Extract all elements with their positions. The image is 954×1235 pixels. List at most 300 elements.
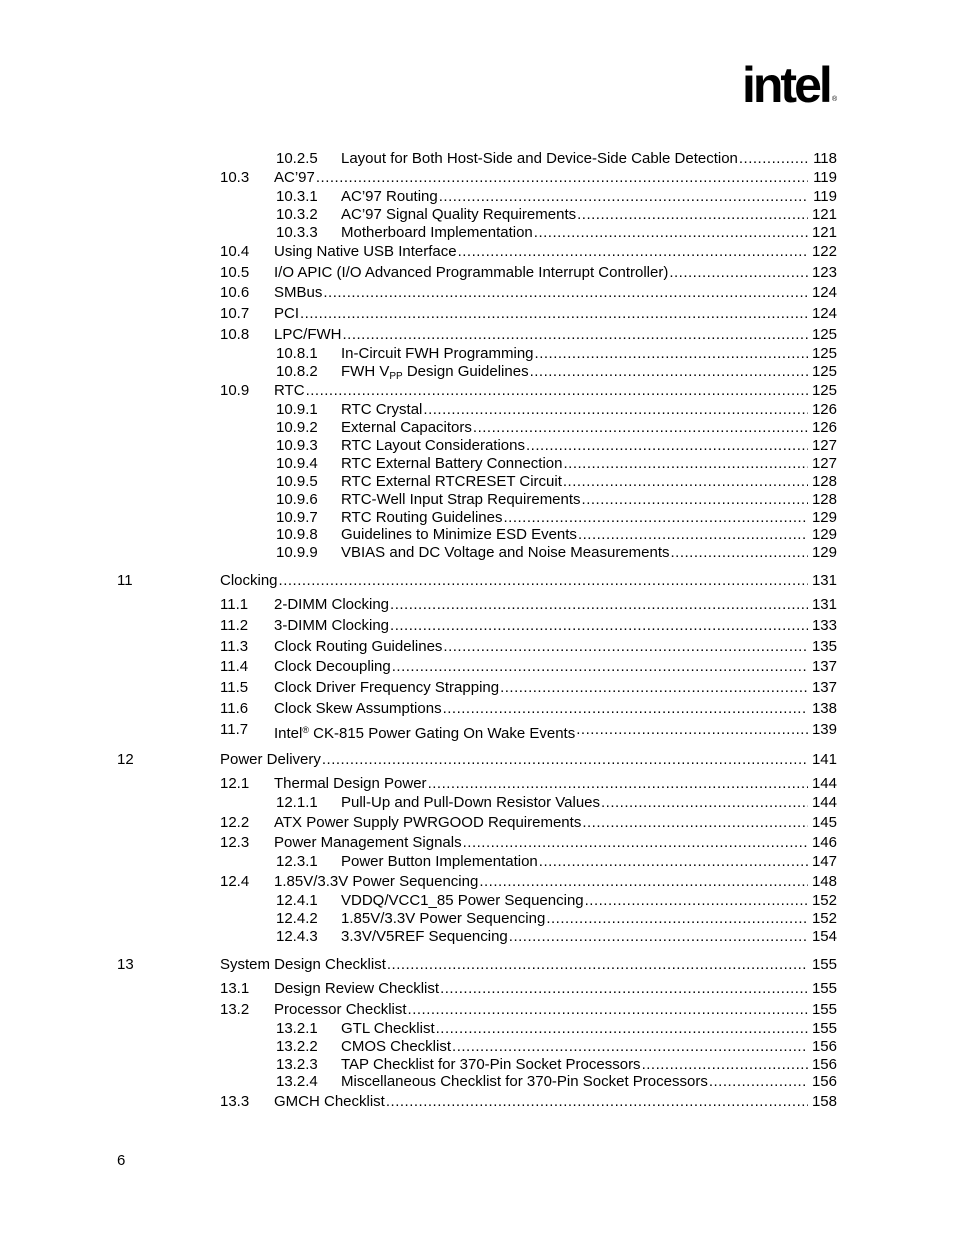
toc-entry-title-line [341,1073,808,1091]
toc-entry-number: 10.9.5 [276,473,318,490]
toc-entry-title-text: Intel [274,725,303,742]
toc-entry-page: 121 [811,224,837,241]
toc-entry-title-continuation: Design Guidelines [402,363,529,380]
toc-entry-title-text: Miscellaneous Checklist for 370-Pin Socket Processors [341,1073,708,1090]
toc-entry-title [274,382,306,400]
toc-entry-title-text: RTC-Well Input Strap Requirements [341,491,581,508]
dot-leader [458,243,808,261]
toc-entry[interactable] [0,284,954,302]
toc-entry-title-line [341,455,808,473]
toc-entry-title-line [274,243,808,261]
toc-entry-number: 10.4 [220,243,250,260]
toc-entry-title [341,1073,709,1091]
toc-entry-title [274,1093,386,1111]
dot-leader [546,910,808,928]
toc-entry-page: 126 [811,419,837,436]
toc-entry-title-text: Using Native USB Interface [274,243,457,260]
toc-entry[interactable] [0,910,954,928]
toc-entry-page: 144 [811,794,837,811]
toc-entry[interactable] [0,658,954,676]
toc-entry-title-text: AC’97 Routing [341,188,438,205]
toc-entry-title-line [274,596,808,614]
toc-entry[interactable] [0,596,954,614]
toc-entry-number: 13.2.3 [276,1056,318,1073]
dot-leader [306,382,808,400]
dot-leader [642,1056,808,1074]
toc-entry-title [274,596,390,614]
toc-entry-title-text: LPC/FWH [274,326,342,343]
toc-entry-title [341,206,577,224]
toc-entry-number: 11.1 [220,596,249,613]
toc-entry-page: 124 [811,305,837,322]
toc-entry-page: 122 [811,243,837,260]
toc-entry-number: 10.9.3 [276,437,318,454]
toc-entry-title [274,326,343,344]
toc-entry-page: 121 [811,206,837,223]
toc-entry-title [341,544,671,562]
toc-entry-title [274,679,500,697]
toc-entry[interactable] [0,814,954,832]
toc-entry-title-line [274,873,808,891]
toc-entry-page: 138 [811,700,837,717]
toc-entry-number: 13 [117,956,134,973]
toc-entry-number: 10.8.2 [276,363,318,380]
toc-entry-number: 10.3.3 [276,224,318,241]
toc-entry[interactable] [0,873,954,891]
toc-entry-title-line [274,658,808,676]
toc-entry-title-text: RTC External RTCRESET Circuit [341,473,562,490]
dot-leader [671,544,808,562]
toc-entry-number: 12.3.1 [276,853,318,870]
toc-entry-title-text: RTC Crystal [341,401,423,418]
toc-entry-title [274,658,392,676]
toc-entry-title-text: External Capacitors [341,419,472,436]
toc-entry-page: 129 [811,526,837,543]
toc-entry-title [341,401,423,419]
toc-entry[interactable] [0,1020,954,1038]
dot-leader [387,956,808,974]
toc-entry-title-text: GTL Checklist [341,1020,435,1037]
toc-entry-title-text: 1.85V/3.3V Power Sequencing [341,910,546,927]
toc-entry-number: 11 [117,572,133,589]
toc-entry-title-text: AC’97 Signal Quality Requirements [341,206,577,223]
toc-entry-page: 125 [811,345,837,362]
toc-entry[interactable] [0,363,954,381]
toc-entry-title-line [274,284,808,302]
toc-entry[interactable] [0,264,954,282]
dot-leader [500,679,808,697]
toc-entry-title-subscript: PP [389,371,403,382]
toc-entry-title [220,572,279,590]
toc-entry-title-text: Power Button Implementation [341,853,538,870]
toc-entry-page: 127 [811,455,837,472]
dot-leader [322,751,808,769]
toc-entry[interactable] [0,437,954,455]
toc-entry[interactable] [0,794,954,812]
toc-entry[interactable] [0,473,954,491]
toc-entry[interactable] [0,224,954,242]
dot-leader [386,1093,808,1111]
toc-entry-page: 125 [811,326,837,343]
toc-entry-title-line [274,980,808,998]
toc-entry-title [341,526,578,544]
toc-entry-page: 155 [811,1001,837,1018]
toc-entry-number: 11.4 [220,658,249,675]
toc-entry-title-text: TAP Checklist for 370-Pin Socket Processors [341,1056,641,1073]
toc-entry-title-line [274,264,808,282]
toc-entry[interactable] [0,455,954,473]
toc-entry-title-text: In-Circuit FWH Programming [341,345,534,362]
dot-leader [392,658,808,676]
dot-leader [709,1073,808,1091]
dot-leader [578,526,808,544]
toc-entry-page: 147 [811,853,837,870]
toc-entry-title-continuation: CK-815 Power Gating On Wake Events [309,725,576,742]
registered-mark: ® [832,96,838,103]
toc-entry-title [274,700,443,718]
toc-entry-number: 10.8.1 [276,345,318,362]
toc-entry-title-line [274,775,808,793]
toc-entry-title [274,814,582,832]
toc-entry[interactable] [0,721,954,742]
toc-entry-title-line [220,956,808,974]
toc-entry[interactable] [0,638,954,656]
dot-leader [479,873,808,891]
toc-entry-page: 137 [811,658,837,675]
toc-entry-page: 119 [813,188,837,205]
toc-entry-page: 145 [811,814,837,831]
toc-entry-page: 125 [811,363,837,380]
toc-entry[interactable] [0,1038,954,1056]
toc-entry-page: 119 [813,169,837,186]
toc-entry[interactable] [0,419,954,437]
toc-entry[interactable] [0,980,954,998]
toc-entry-number: 10.9.4 [276,455,318,472]
toc-entry[interactable] [0,150,954,168]
toc-entry-title-line [341,206,808,224]
dot-leader [473,419,808,437]
toc-entry[interactable] [0,305,954,323]
toc-entry-page: 146 [811,834,837,851]
toc-entry-number: 13.3 [220,1093,250,1110]
toc-entry-page: 152 [811,892,837,909]
dot-leader [534,224,808,242]
toc-entry-title [341,491,582,509]
dot-leader [526,437,808,455]
toc-entry-title-text: Clock Decoupling [274,658,391,675]
toc-entry-page: 123 [811,264,837,281]
toc-entry-title [341,892,585,910]
toc-entry-title [220,751,322,769]
toc-entry[interactable] [0,544,954,562]
toc-entry-title-text: AC’97 [274,169,315,186]
toc-entry-title [274,243,458,261]
toc-entry-title [341,910,546,928]
toc-entry-number: 11.7 [220,721,249,738]
toc-entry-number: 10.5 [220,264,250,281]
dot-leader [316,169,808,187]
toc-entry-page: 148 [811,873,837,890]
toc-entry-number: 13.2.4 [276,1073,318,1090]
toc-entry[interactable] [0,526,954,544]
dot-leader [669,264,808,282]
logo-text: intel [742,57,830,113]
toc-entry-title [341,1038,452,1056]
toc-entry-title-line [274,1001,808,1019]
toc-entry[interactable] [0,326,954,344]
toc-entry-title [341,794,601,812]
toc-entry-title [341,345,535,363]
toc-entry-page: 137 [811,679,837,696]
toc-entry-number: 12.3 [220,834,250,851]
toc-entry[interactable] [0,188,954,206]
toc-entry-title-line [341,401,808,419]
toc-entry-title-text: Pull-Up and Pull-Down Resistor Values [341,794,600,811]
toc-entry-number: 10.6 [220,284,250,301]
toc-entry-number: 12.4 [220,873,250,890]
toc-entry-title-text: Clock Routing Guidelines [274,638,443,655]
toc-entry-title [341,419,473,437]
toc-entry-title-line [341,794,808,812]
toc-entry-title [274,264,669,282]
toc-entry-title-text: FWH V [341,363,390,380]
toc-entry-title-text: GMCH Checklist [274,1093,385,1110]
toc-entry-title-line [341,509,808,527]
toc-entry[interactable] [0,206,954,224]
toc-entry-page: 156 [811,1056,837,1073]
toc-entry-title-line [220,572,808,590]
toc-entry[interactable] [0,243,954,261]
dot-leader [439,188,808,206]
toc-entry-title-text: Design Review Checklist [274,980,440,997]
toc-entry-title-text: Clock Skew Assumptions [274,700,442,717]
toc-entry-page: 128 [811,473,837,490]
dot-leader [601,794,808,812]
toc-entry-title-text: Power Management Signals [274,834,462,851]
toc-entry[interactable] [0,617,954,635]
dot-leader [539,853,808,871]
toc-entry[interactable] [0,928,954,946]
toc-entry[interactable] [0,1073,954,1091]
toc-entry-number: 11.6 [220,700,249,717]
toc-entry-title-line [341,1038,808,1056]
toc-entry[interactable] [0,509,954,527]
toc-entry-title-line [341,345,808,363]
dot-leader [443,700,808,718]
toc-entry-number: 11.5 [220,679,249,696]
toc-entry[interactable] [0,382,954,400]
toc-entry[interactable] [0,853,954,871]
dot-leader [535,345,808,363]
toc-entry[interactable] [0,751,954,769]
toc-entry-number: 10.2.5 [276,150,318,167]
toc-entry-title-text: Processor Checklist [274,1001,407,1018]
toc-entry-title [341,473,563,491]
toc-entry-title-text: Clocking [220,572,278,589]
dot-leader [436,1020,808,1038]
toc-entry-title [341,150,739,168]
toc-entry[interactable] [0,345,954,363]
toc-entry[interactable] [0,775,954,793]
toc-entry-title-text: 2-DIMM Clocking [274,596,390,613]
toc-entry-title-line [341,224,808,242]
toc-entry-title-line [341,1020,808,1038]
toc-entry-title-line [274,700,808,718]
toc-entry-number: 12.1.1 [276,794,318,811]
toc-entry[interactable] [0,1093,954,1111]
toc-entry-number: 11.2 [220,617,249,634]
dot-leader [390,596,808,614]
toc-entry-number: 10.7 [220,305,250,322]
toc-entry-title [274,873,479,891]
toc-entry[interactable] [0,700,954,718]
toc-entry-title [274,775,428,793]
toc-entry-number: 11.3 [220,638,249,655]
toc-entry-number: 10.3.1 [276,188,318,205]
toc-entry-title-text: VDDQ/VCC1_85 Power Sequencing [341,892,584,909]
dot-leader [440,980,808,998]
toc-entry-number: 10.9.9 [276,544,318,561]
toc-entry-title-text: Thermal Design Power [274,775,427,792]
toc-entry-page: 156 [811,1073,837,1090]
toc-entry-title-line [341,526,808,544]
toc-entry[interactable] [0,1056,954,1074]
toc-entry[interactable] [0,401,954,419]
toc-entry-page: 152 [811,910,837,927]
toc-entry-title-line [274,814,808,832]
toc-entry-title-line [341,437,808,455]
toc-entry-title [341,1020,436,1038]
toc-entry-page: 129 [811,509,837,526]
toc-entry-title-text: Clock Driver Frequency Strapping [274,679,500,696]
toc-entry-title-line [220,751,808,769]
toc-entry-title-line [274,721,808,743]
toc-entry-page: 135 [811,638,837,655]
dot-leader [576,721,808,743]
dot-leader [423,401,808,419]
dot-leader [582,814,808,832]
dot-leader [509,928,808,946]
toc-entry-title-line [341,910,808,928]
toc-entry-title-text: Motherboard Implementation [341,224,533,241]
toc-entry-page: 141 [811,751,837,768]
toc-entry-title-line [274,326,808,344]
dot-leader [503,509,808,527]
toc-entry-title-text: RTC Routing Guidelines [341,509,503,526]
toc-entry-title-text: ATX Power Supply PWRGOOD Requirements [274,814,582,831]
toc-entry-title-text: CMOS Checklist [341,1038,452,1055]
toc-entry-number: 12.1 [220,775,250,792]
toc-entry-number: 12.4.3 [276,928,318,945]
toc-entry-title [274,834,463,852]
toc-entry-title-line [274,679,808,697]
toc-entry-title [341,455,564,473]
toc-entry-title-text: 3-DIMM Clocking [274,617,390,634]
toc-entry-title [341,437,526,455]
toc-entry-title-line [341,473,808,491]
toc-entry-title-text: PCI [274,305,300,322]
toc-entry-title [341,1056,642,1074]
toc-entry-number: 13.2 [220,1001,250,1018]
toc-entry-number: 10.9.6 [276,491,318,508]
toc-entry-title [341,928,509,946]
dot-leader [390,617,808,635]
toc-entry-page: 156 [811,1038,837,1055]
toc-entry-title-line [341,892,808,910]
toc-entry-title [341,853,539,871]
toc-entry-page: 139 [811,721,837,738]
toc-entry-title-line [274,382,808,400]
toc-entry-number: 12.4.2 [276,910,318,927]
toc-entry-number: 10.9.1 [276,401,318,418]
toc-entry-title-text: 3.3V/V5REF Sequencing [341,928,508,945]
toc-entry-page: 155 [811,956,837,973]
toc-entry-number: 12 [117,751,134,768]
toc-entry-title-text: RTC [274,382,305,399]
toc-entry[interactable] [0,956,954,974]
toc-entry-title-text: 1.85V/3.3V Power Sequencing [274,873,479,890]
toc-entry-title-line [341,491,808,509]
toc-entry-title-text: Guidelines to Minimize ESD Events [341,526,577,543]
toc-entry-page: 154 [811,928,837,945]
toc-entry-number: 10.9.8 [276,526,318,543]
toc-entry-title-text: System Design Checklist [220,956,386,973]
toc-entry[interactable] [0,1001,954,1019]
toc-entry-page: 128 [811,491,837,508]
toc-entry-number: 13.2.2 [276,1038,318,1055]
toc-entry-title-line [341,188,808,206]
toc-entry-title-line [341,928,808,946]
toc-entry[interactable] [0,169,954,187]
dot-leader [564,455,809,473]
toc-entry-page: 155 [811,980,837,997]
toc-entry-title [274,617,390,635]
toc-entry[interactable] [0,491,954,509]
toc-entry-title-line [274,305,808,323]
toc-entry-title [341,509,503,527]
toc-entry-title-text: RTC Layout Considerations [341,437,525,454]
toc-entry-title-line [274,1093,808,1111]
dot-leader [300,305,808,323]
toc-entry-number: 12.4.1 [276,892,318,909]
toc-entry-title-line [274,834,808,852]
toc-entry-number: 10.9.2 [276,419,318,436]
toc-entry-title-line [341,544,808,562]
toc-entry[interactable] [0,892,954,910]
toc-entry-title-text: I/O APIC (I/O Advanced Programmable Interrupt Controller) [274,264,669,281]
toc-entry-number: 13.2.1 [276,1020,318,1037]
dot-leader [408,1001,808,1019]
toc-entry-page: 131 [811,572,837,589]
toc-entry-number: 10.3.2 [276,206,318,223]
toc-entry-title [274,721,576,743]
toc-entry[interactable] [0,834,954,852]
toc-entry-page: 127 [811,437,837,454]
toc-entry[interactable] [0,572,954,590]
toc-entry-number: 10.8 [220,326,250,343]
toc-entry[interactable] [0,679,954,697]
dot-leader [463,834,808,852]
dot-leader [343,326,809,344]
toc-entry-title-text: Layout for Both Host-Side and Device-Side Cable Detection [341,150,738,167]
toc-entry-number: 13.1 [220,980,250,997]
toc-entry-title [274,284,323,302]
toc-entry-title [220,956,387,974]
dot-leader [582,491,808,509]
toc-entry-title-line [341,1056,808,1074]
toc-entry-title-text: VBIAS and DC Voltage and Noise Measurements [341,544,670,561]
toc-entry-title [274,638,443,656]
